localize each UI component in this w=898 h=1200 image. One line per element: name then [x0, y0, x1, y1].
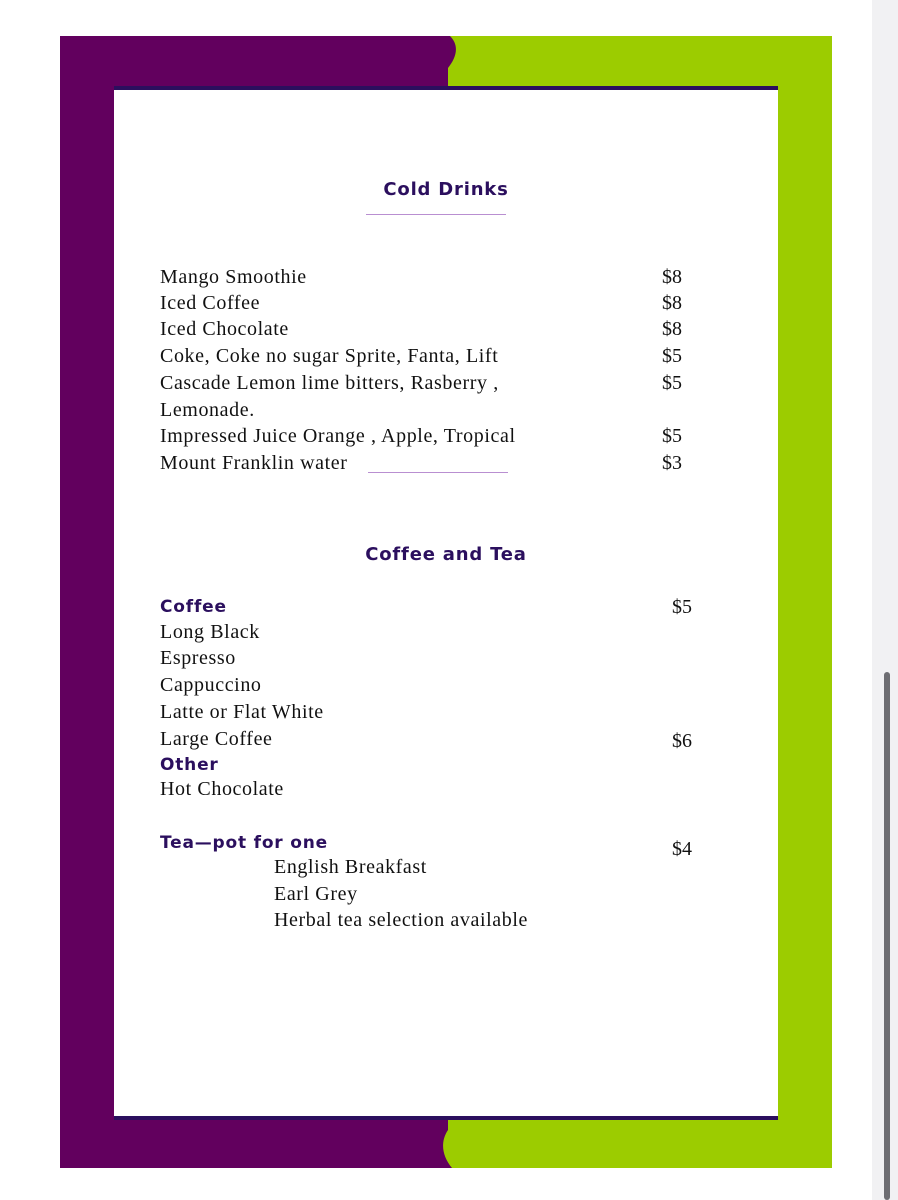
cold-drinks-heading: Cold Drinks — [383, 179, 509, 200]
menu-item-price: $8 — [662, 266, 682, 288]
tea-category-label: Tea—pot for one — [160, 833, 328, 853]
menu-item-price: $5 — [662, 345, 682, 367]
vertical-scrollbar[interactable] — [884, 672, 890, 1200]
other-category-label: Other — [160, 755, 219, 775]
menu-item-name: Cascade Lemon lime bitters, Rasberry , — [160, 372, 499, 394]
menu-item-name: Coke, Coke no sugar Sprite, Fanta, Lift — [160, 345, 499, 367]
coffee-and-tea-heading: Coffee and Tea — [365, 544, 527, 565]
menu-item-name: Iced Chocolate — [160, 318, 289, 340]
coffee-item: Cappuccino — [160, 674, 262, 696]
coffee-item: Latte or Flat White — [160, 701, 324, 723]
menu-page — [114, 86, 778, 1120]
menu-item-name: Impressed Juice Orange , Apple, Tropical — [160, 425, 516, 447]
tea-item: Earl Grey — [274, 883, 358, 905]
large-coffee-price: $6 — [672, 730, 692, 752]
menu-item-name: Mount Franklin water — [160, 452, 348, 474]
menu-item-name: Lemonade. — [160, 399, 255, 421]
large-coffee-item: Large Coffee — [160, 728, 273, 750]
menu-item-price: $8 — [662, 292, 682, 314]
tea-item: Herbal tea selection available — [274, 909, 528, 931]
coffee-item: Long Black — [160, 621, 260, 643]
coffee-item: Espresso — [160, 647, 236, 669]
decorative-rule — [368, 472, 508, 473]
menu-item-price: $5 — [662, 425, 682, 447]
other-item: Hot Chocolate — [160, 778, 284, 800]
heading-underline — [366, 214, 506, 215]
menu-item-name: Mango Smoothie — [160, 266, 307, 288]
menu-item-price: $8 — [662, 318, 682, 340]
coffee-category-label: Coffee — [160, 597, 227, 617]
menu-item-price: $3 — [662, 452, 682, 474]
tea-item: English Breakfast — [274, 856, 427, 878]
tea-price: $4 — [672, 838, 692, 860]
menu-item-name: Iced Coffee — [160, 292, 261, 314]
coffee-price: $5 — [672, 596, 692, 618]
menu-item-price: $5 — [662, 372, 682, 394]
